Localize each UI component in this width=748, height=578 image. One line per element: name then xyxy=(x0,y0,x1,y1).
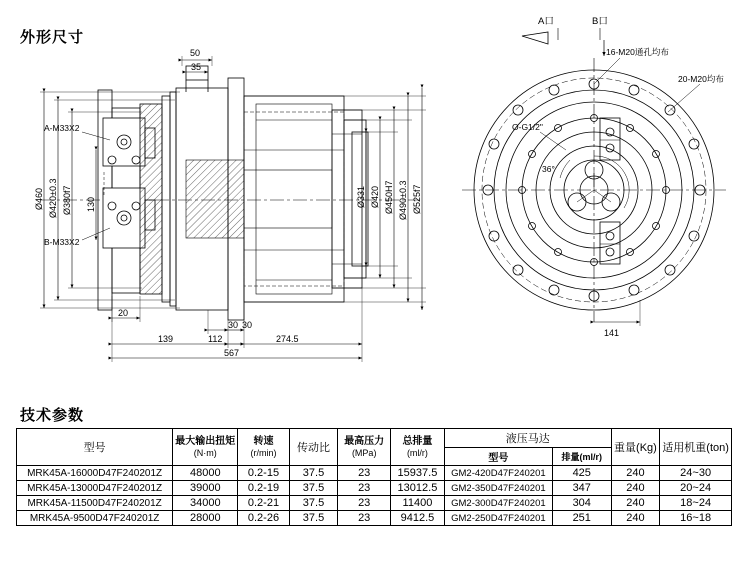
label-16-m20: 16-M20通孔均布 xyxy=(606,47,669,57)
dim-30-a: 30 xyxy=(228,320,239,330)
dim-139: 139 xyxy=(158,334,174,344)
spec-table xyxy=(16,428,732,526)
cell-torque: 34000 xyxy=(173,496,238,511)
th-displacement-unit: (ml/r) xyxy=(406,447,428,458)
dim-112: 112 xyxy=(208,334,223,344)
cell-pressure: 23 xyxy=(338,511,391,526)
th-machine-weight: 适用机重(ton) xyxy=(660,429,732,466)
cell-motor-model: GM2-300D47F240201 xyxy=(444,496,552,511)
table-row xyxy=(17,466,732,481)
cell-motor-disp: 347 xyxy=(552,481,611,496)
cell-displacement: 15937.5 xyxy=(391,466,445,481)
dim-dia-460: Ø460 xyxy=(34,187,44,210)
dim-dia-420-tol: Ø420±0.3 xyxy=(48,178,58,218)
th-torque-unit: (N·m) xyxy=(193,447,217,458)
cell-weight: 240 xyxy=(611,481,660,496)
cell-model: MRK45A-11500D47F240201Z xyxy=(17,496,173,511)
th-motor-group: 液压马达 xyxy=(444,429,611,448)
cell-motor-model: GM2-350D47F240201 xyxy=(444,481,552,496)
cell-motor-disp: 425 xyxy=(552,466,611,481)
cell-model: MRK45A-9500D47F240201Z xyxy=(17,511,173,526)
cell-weight: 240 xyxy=(611,511,660,526)
cell-machine-weight: 16~18 xyxy=(660,511,732,526)
th-ratio: 传动比 xyxy=(289,429,338,466)
th-weight: 重量(Kg) xyxy=(611,429,660,466)
label-a-port: A口 xyxy=(538,16,554,27)
dim-dia-331: Ø331 xyxy=(356,185,366,208)
label-oil-port: O-G1/2" xyxy=(512,122,543,132)
page-title-params: 技术参数 xyxy=(20,407,85,424)
th-displacement xyxy=(391,429,445,466)
th-torque xyxy=(173,429,238,466)
table-row xyxy=(17,481,732,496)
cell-machine-weight: 18~24 xyxy=(660,496,732,511)
label-20-m20: 20-M20均布 xyxy=(678,74,724,84)
th-pressure-unit: (MPa) xyxy=(351,447,377,458)
cell-model: MRK45A-13000D47F240201Z xyxy=(17,481,173,496)
cell-motor-model: GM2-250D47F240201 xyxy=(444,511,552,526)
cell-model: MRK45A-16000D47F240201Z xyxy=(17,466,173,481)
cell-motor-model: GM2-420D47F240201 xyxy=(444,466,552,481)
page-title-outline: 外形尺寸 xyxy=(20,29,85,46)
cell-torque: 28000 xyxy=(173,511,238,526)
cell-motor-disp: 251 xyxy=(552,511,611,526)
cell-torque: 48000 xyxy=(173,466,238,481)
cell-motor-disp: 304 xyxy=(552,496,611,511)
dim-130: 130 xyxy=(86,196,96,212)
cell-displacement: 13012.5 xyxy=(391,481,445,496)
label-b-port: B口 xyxy=(592,16,608,27)
th-speed xyxy=(238,429,289,466)
th-torque-label: 最大输出扭矩 xyxy=(175,436,236,448)
cell-displacement: 9412.5 xyxy=(391,511,445,526)
cell-ratio: 37.5 xyxy=(289,481,338,496)
th-speed-unit: (r/min) xyxy=(250,447,277,458)
label-a-m33x2: A-M33X2 xyxy=(44,123,80,133)
dim-30-b: 30 xyxy=(242,320,253,330)
th-pressure-label: 最高压力 xyxy=(344,436,385,448)
cell-ratio: 37.5 xyxy=(289,496,338,511)
cell-speed: 0.2-21 xyxy=(238,496,289,511)
table-row xyxy=(17,496,732,511)
dim-20: 20 xyxy=(118,308,129,318)
dim-dia-525f7: Ø525f7 xyxy=(412,184,422,214)
cell-machine-weight: 24~30 xyxy=(660,466,732,481)
dim-dia-420: Ø420 xyxy=(370,185,380,208)
th-displacement-label: 总排量 xyxy=(402,436,433,448)
th-motor-model: 型号 xyxy=(444,448,552,466)
dim-567: 567 xyxy=(224,348,240,358)
dim-dia-380f7: Ø380f7 xyxy=(62,185,72,215)
cell-pressure: 23 xyxy=(338,496,391,511)
cell-ratio: 37.5 xyxy=(289,511,338,526)
cell-displacement: 11400 xyxy=(391,496,445,511)
cell-speed: 0.2-19 xyxy=(238,481,289,496)
dim-141: 141 xyxy=(604,328,620,338)
cell-pressure: 23 xyxy=(338,481,391,496)
dim-dia-450h7: Ø450H7 xyxy=(384,180,394,214)
dim-35: 35 xyxy=(191,62,202,72)
th-speed-label: 转速 xyxy=(253,436,274,448)
th-pressure xyxy=(338,429,391,466)
label-angle-36: 36° xyxy=(542,164,555,174)
dim-dia-490-tol: Ø490±0.3 xyxy=(398,180,408,220)
th-motor-disp: 排量(ml/r) xyxy=(552,448,611,466)
cell-pressure: 23 xyxy=(338,466,391,481)
cell-weight: 240 xyxy=(611,496,660,511)
dim-274-5: 274.5 xyxy=(276,334,299,344)
dim-50: 50 xyxy=(190,48,201,58)
cell-torque: 39000 xyxy=(173,481,238,496)
spec-table-wrapper xyxy=(16,428,732,526)
th-model: 型号 xyxy=(17,429,173,466)
table-row xyxy=(17,511,732,526)
table-header-row-1 xyxy=(17,429,732,448)
label-b-m33x2: B-M33X2 xyxy=(44,237,80,247)
cell-speed: 0.2-26 xyxy=(238,511,289,526)
cell-speed: 0.2-15 xyxy=(238,466,289,481)
cell-ratio: 37.5 xyxy=(289,466,338,481)
cell-weight: 240 xyxy=(611,466,660,481)
cell-machine-weight: 20~24 xyxy=(660,481,732,496)
